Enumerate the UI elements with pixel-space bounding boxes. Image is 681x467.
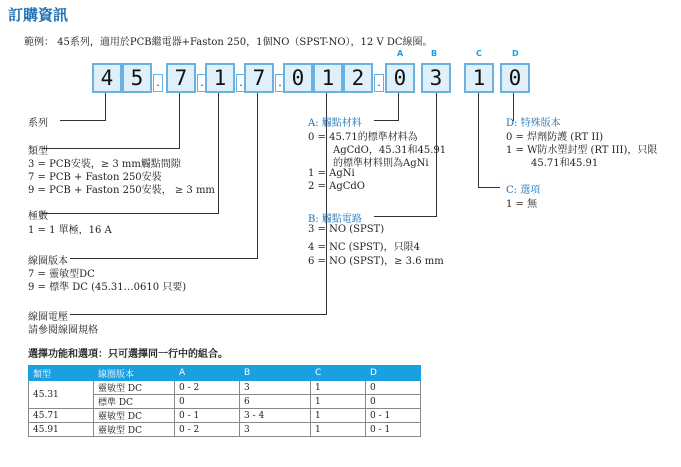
table-cell: 靈敏型 DC <box>94 381 175 395</box>
connector-line <box>374 216 437 217</box>
option-d-item: 0 = 焊劑防護 (RT II) <box>506 132 604 143</box>
table-header: 類型 <box>29 366 94 381</box>
option-a-item: 的標準材料則為AgNi <box>333 158 429 169</box>
option-a-item: AgCdO，45.31和45.91 <box>333 145 447 156</box>
connector-line <box>478 93 479 187</box>
connector-line <box>257 93 258 258</box>
table-cell: 1 <box>311 423 366 437</box>
option-a-item: 1 = AgNi <box>308 168 355 179</box>
table-cell: 0 - 2 <box>175 423 240 437</box>
connector-line <box>374 120 399 121</box>
option-letter-b: B <box>431 49 438 58</box>
table-cell: 0 <box>366 395 421 409</box>
table-cell: 0 - 1 <box>366 409 421 423</box>
code-digit: 0 <box>385 63 415 93</box>
options-table <box>28 365 421 437</box>
table-header: D <box>366 366 421 381</box>
option-d-title: D: 特殊版本 <box>506 118 561 129</box>
connector-line <box>70 314 327 315</box>
type-item: 7 = PCB + Faston 250安裝 <box>28 172 162 183</box>
coil-item: 9 = 標準 DC (45.31…0610 只要) <box>28 282 187 293</box>
table-cell: 1 <box>311 409 366 423</box>
table-cell: 6 <box>240 395 311 409</box>
table-cell: 3 <box>240 423 311 437</box>
table-cell: 0 - 1 <box>175 409 240 423</box>
code-digit: 3 <box>421 63 451 93</box>
code-dot: . <box>197 74 207 92</box>
table-header: 線圈版本 <box>94 366 175 381</box>
coil-title: 線圈版本 <box>28 256 68 267</box>
series-label: 系列 <box>28 118 48 129</box>
code-dot: . <box>374 74 384 92</box>
poles-title: 極數 <box>28 211 48 222</box>
code-digit: 7 <box>244 63 274 93</box>
voltage-title: 線圈電壓 <box>28 312 68 323</box>
table-cell: 45.91 <box>29 423 94 437</box>
connector-line <box>179 93 180 148</box>
type-title: 類型 <box>28 146 48 157</box>
connector-line <box>218 93 219 213</box>
connector-line <box>70 258 258 259</box>
page-title: 訂購資訊 <box>8 6 69 24</box>
table-header-row <box>29 366 421 381</box>
table-cell: 45.31 <box>29 381 94 409</box>
code-digit: 7 <box>166 63 196 93</box>
poles-item: 1 = 1 單極，16 A <box>28 225 112 236</box>
option-b-title: B: 觸點電路 <box>308 214 362 225</box>
table-header: B <box>240 366 311 381</box>
coil-item: 7 = 靈敏型DC <box>28 269 95 280</box>
table-row <box>29 381 421 395</box>
table-row <box>29 409 421 423</box>
option-c-title: C: 選項 <box>506 185 541 196</box>
connector-line <box>105 93 106 120</box>
table-cell: 3 - 4 <box>240 409 311 423</box>
table-cell: 45.71 <box>29 409 94 423</box>
code-dot: . <box>153 74 163 92</box>
table-row <box>29 423 421 437</box>
code-digit: 1 <box>313 63 343 93</box>
code-digit: 1 <box>205 63 235 93</box>
table-cell: 0 <box>366 381 421 395</box>
option-d-item: 45.71和45.91 <box>531 158 599 169</box>
code-dot: . <box>236 74 246 92</box>
code-digit: 5 <box>122 63 152 93</box>
type-item: 3 = PCB安裝，≥ 3 mm觸點間隙 <box>28 159 181 170</box>
code-digit: 1 <box>464 63 494 93</box>
table-cell: 靈敏型 DC <box>94 423 175 437</box>
type-item: 9 = PCB + Faston 250安裝， ≥ 3 mm <box>28 185 215 196</box>
connector-line <box>398 93 399 120</box>
table-cell: 1 <box>311 395 366 409</box>
code-dot: . <box>275 74 285 92</box>
code-digit: 4 <box>92 63 122 93</box>
connector-line <box>42 148 180 149</box>
option-a-item: 0 = 45.71的標準材料為 <box>308 132 418 143</box>
connector-line <box>42 213 219 214</box>
voltage-item: 請參閱線圈規格 <box>28 325 98 336</box>
connector-line <box>60 120 106 121</box>
option-b-item: 3 = NO (SPST) <box>308 224 385 235</box>
option-d-item: 1 = W防水塑封型 (RT III)，只限 <box>506 145 658 156</box>
table-header: A <box>175 366 240 381</box>
table-cell: 0 - 1 <box>366 423 421 437</box>
example-text: 範例： 45系列，適用於PCB繼電器+Faston 250，1個NO（SPST-NO），12 V DC線圈。 <box>24 37 433 48</box>
option-c-item: 1 = 無 <box>506 199 538 210</box>
option-letter-c: C <box>476 49 482 58</box>
option-b-item: 6 = NO (SPST)，≥ 3.6 mm <box>308 256 444 267</box>
option-letter-d: D <box>512 49 519 58</box>
table-cell: 0 <box>175 395 240 409</box>
option-b-item: 4 = NC (SPST)，只限4 <box>308 242 420 253</box>
connector-line <box>478 187 500 188</box>
code-digit: 0 <box>283 63 313 93</box>
table-cell: 靈敏型 DC <box>94 409 175 423</box>
option-letter-a: A <box>397 49 404 58</box>
option-a-item: 2 = AgCdO <box>308 181 365 192</box>
table-cell: 標準 DC <box>94 395 175 409</box>
option-a-title: A: 觸點材料 <box>308 118 362 129</box>
table-caption: 選擇功能和選項：只可選擇同一行中的組合。 <box>28 349 228 360</box>
code-digit: 2 <box>343 63 373 93</box>
code-digit: 0 <box>500 63 530 93</box>
table-cell: 0 - 2 <box>175 381 240 395</box>
table-header: C <box>311 366 366 381</box>
table-cell: 3 <box>240 381 311 395</box>
table-cell: 1 <box>311 381 366 395</box>
